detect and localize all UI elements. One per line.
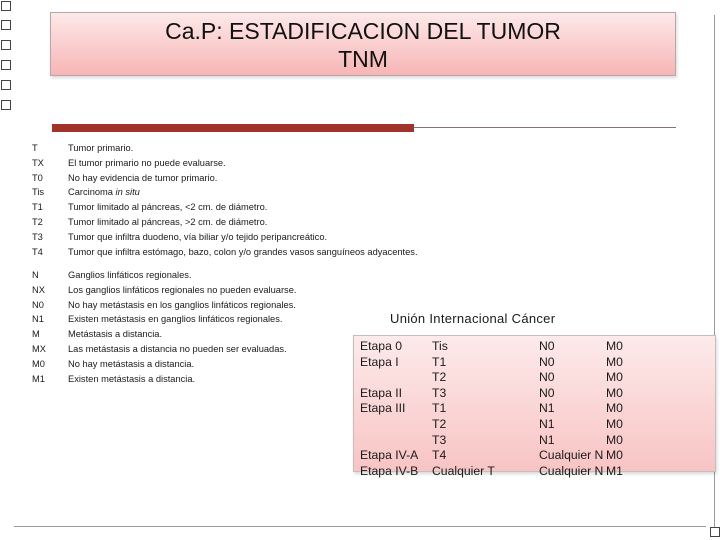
definition-row — [32, 185, 592, 200]
definition-text: Metástasis a distancia. — [68, 329, 163, 340]
definition-code: M1 — [32, 373, 45, 384]
definition-text: Tumor que infiltra estómago, bazo, colon y/o grandes vasos sanguíneos adyacentes. — [68, 246, 418, 257]
stage-t-value: Cualquier T — [432, 463, 495, 478]
definition-row — [32, 156, 592, 171]
definition-row — [32, 230, 592, 245]
definition-text: No hay metástasis en los ganglios linfáticos regionales. — [68, 299, 296, 310]
definition-code: M — [32, 329, 40, 340]
slide-title-line1: Ca.P: ESTADIFICACION DEL TUMOR — [165, 18, 561, 44]
definition-code: T3 — [32, 231, 43, 242]
stage-t-value: T4 — [432, 448, 447, 463]
definition-row — [32, 283, 592, 298]
definition-text: Existen metástasis en ganglios linfáticos regionales. — [68, 314, 283, 325]
definition-row — [32, 245, 592, 260]
corner-square-icon — [1, 80, 11, 90]
definition-text: Tumor limitado al páncreas, <2 cm. de diámetro. — [68, 202, 268, 213]
definition-text: Carcinoma in situ — [68, 187, 140, 198]
slide-title-line2: TNM — [338, 46, 388, 72]
stage-label: Etapa IV-A — [360, 448, 419, 463]
corner-square-icon — [1, 100, 11, 110]
stage-t-value: T1 — [432, 354, 447, 369]
uicc-heading: Unión Internacional Cáncer — [390, 311, 556, 326]
definition-row — [32, 171, 592, 186]
definition-code: TX — [32, 157, 44, 168]
stage-t-value: Tis — [432, 339, 448, 353]
definition-code: M0 — [32, 358, 45, 369]
definition-code: T1 — [32, 202, 43, 213]
title-rule-dark — [52, 124, 414, 132]
stage-label: Etapa I — [360, 354, 399, 369]
definition-code: N — [32, 270, 39, 280]
definition-row — [32, 268, 592, 283]
definition-code: Tis — [32, 187, 45, 198]
definition-code: NX — [32, 284, 45, 295]
definition-row — [32, 141, 592, 156]
corner-square-icon — [1, 1, 11, 11]
definition-code: T0 — [32, 172, 43, 183]
definition-text: Las metástasis a distancia no pueden ser evaluadas. — [68, 343, 287, 354]
stage-t-value: T3 — [432, 432, 447, 447]
definition-code: T4 — [32, 246, 43, 257]
stage-t-value: T2 — [432, 370, 447, 385]
definition-code: T — [32, 143, 38, 153]
stage-t-value: T1 — [432, 401, 447, 416]
definition-text: Los ganglios linfáticos regionales no pueden evaluarse. — [68, 284, 297, 295]
definition-row — [32, 215, 592, 230]
definition-text: El tumor primario no puede evaluarse. — [68, 157, 226, 168]
corner-square-icon — [1, 20, 11, 30]
definition-code: MX — [32, 343, 46, 354]
definition-text: Ganglios linfáticos regionales. — [68, 270, 192, 280]
definition-text: Tumor primario. — [68, 143, 134, 153]
definition-row — [32, 200, 592, 215]
definition-code: T2 — [32, 216, 43, 227]
t-definitions-list — [32, 141, 592, 259]
definition-code: N0 — [32, 299, 44, 310]
definition-text: Existen metástasis a distancia. — [68, 373, 196, 384]
stage-label: Etapa III — [360, 401, 406, 416]
definition-text: Tumor que infiltra duodeno, vía biliar y/o tejido peripancreático. — [68, 231, 328, 242]
stage-label: Etapa II — [360, 385, 403, 400]
definition-text: No hay evidencia de tumor primario. — [68, 172, 218, 183]
corner-square-icon — [710, 527, 720, 537]
slide-bottom-border — [14, 526, 706, 527]
stage-label: Etapa 0 — [360, 339, 403, 353]
definition-code: N1 — [32, 314, 44, 325]
definition-text: Tumor limitado al páncreas, >2 cm. de diámetro. — [68, 216, 268, 227]
stage-label: Etapa IV-B — [360, 463, 419, 478]
definition-text: No hay metástasis a distancia. — [68, 358, 195, 369]
corner-square-icon — [1, 60, 11, 70]
stage-t-value: T3 — [432, 385, 447, 400]
stage-t-value: T2 — [432, 416, 447, 431]
corner-square-icon — [1, 40, 11, 50]
title-rule-thin — [414, 127, 676, 128]
slide-title-box — [50, 12, 676, 76]
